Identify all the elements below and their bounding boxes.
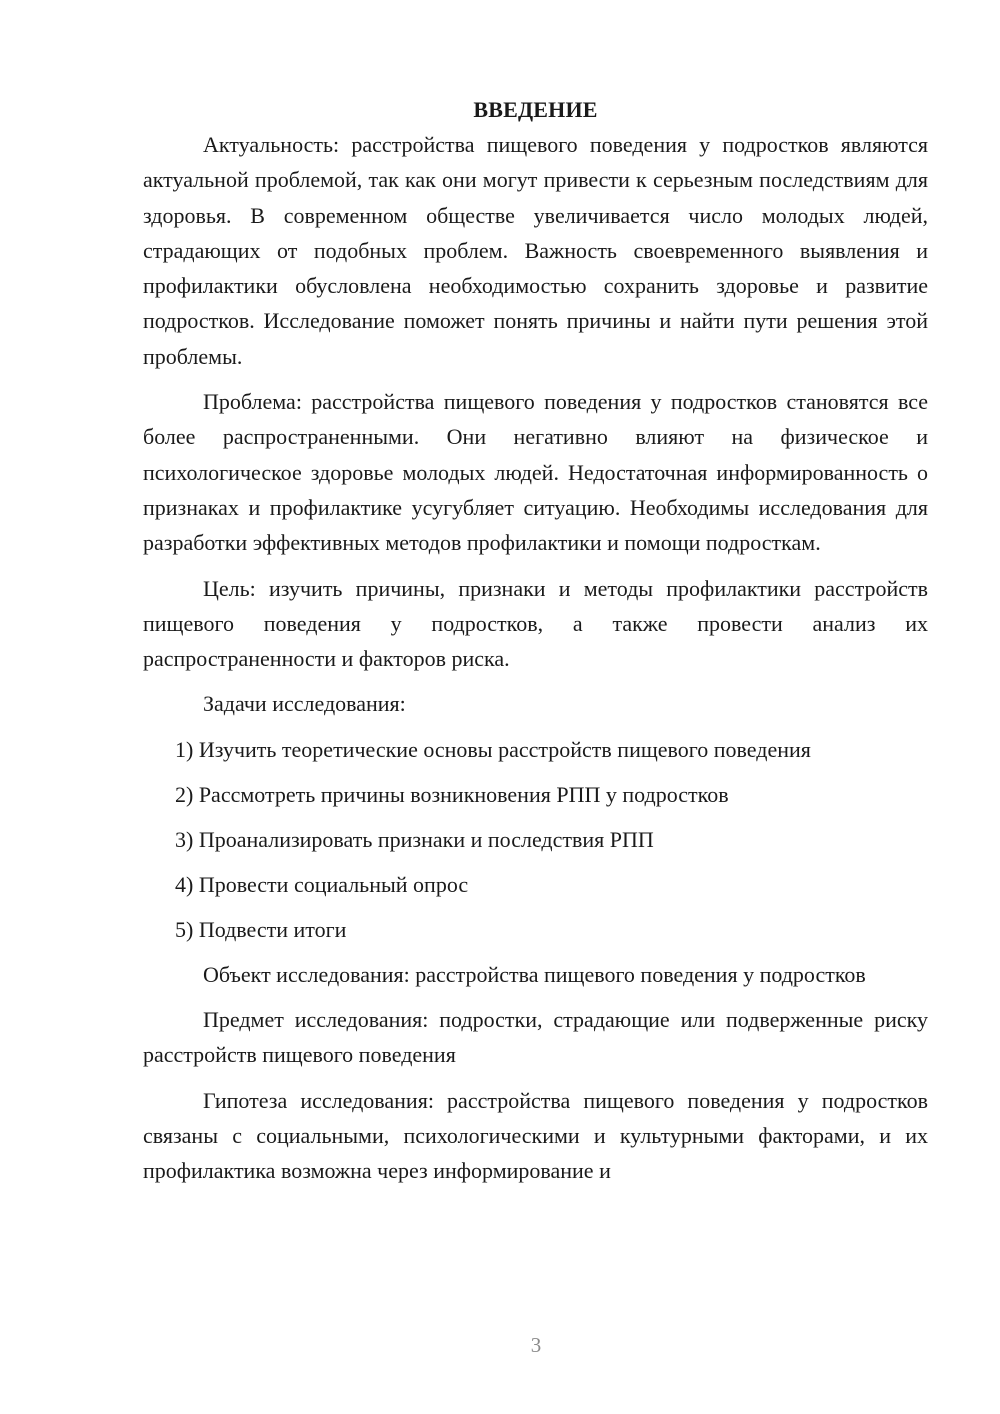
list-item: 3) Проанализировать признаки и последствия РПП <box>175 826 654 852</box>
paragraph-goal: Цель: изучить причины, признаки и методы профилактики расстройств пищевого поведения у подростков, а также провести анализ их распространенности и факторов риска. <box>143 575 928 672</box>
paragraph-problem: Проблема: расстройства пищевого поведения у подростков становятся все более распространенными. Они негативно влияют на физическое и психологическое здоровье молодых людей. Недостаточная информированность о признаках и профилактике усугубляет ситуацию. Необходимы исследования для разработки эффективных методов профилактики и помощи подросткам. <box>143 389 928 556</box>
paragraph-tasks-heading: Задачи исследования: <box>203 691 406 717</box>
list-item: 5) Подвести итоги <box>175 916 347 942</box>
list-item: 4) Провести социальный опрос <box>175 871 469 897</box>
list-item: 1) Изучить теоретические основы расстройств пищевого поведения <box>175 736 811 762</box>
paragraph-hypothesis: Гипотеза исследования: расстройства пищевого поведения у подростков связаны с социальными, психологическими и культурными факторами, и их профилактика возможна через информирование и <box>143 1087 928 1184</box>
paragraph-subject: Предмет исследования: подростки, страдающие или подверженные риску расстройств пищевого поведения <box>143 1007 928 1068</box>
page-number: 3 <box>530 1333 542 1357</box>
page-title: ВВЕДЕНИЕ <box>473 97 598 122</box>
document-page <box>143 92 928 1199</box>
task-list <box>143 732 928 947</box>
list-item: 2) Рассмотреть причины возникновения РПП у подростков <box>175 781 729 807</box>
paragraph-object: Объект исследования: расстройства пищевого поведения у подростков <box>203 961 866 987</box>
paragraph-relevance: Актуальность: расстройства пищевого поведения у подростков являются актуальной проблемой, так как они могут привести к серьезным последствиям для здоровья. В современном обществе увеличивается число молодых людей, страдающих от подобных проблем. Важность своевременного выявления и профилактики обусловлена необходимостью сохранить здоровье и развитие подростков. Исследование поможет понять причины и найти пути решения этой проблемы. <box>143 132 928 369</box>
